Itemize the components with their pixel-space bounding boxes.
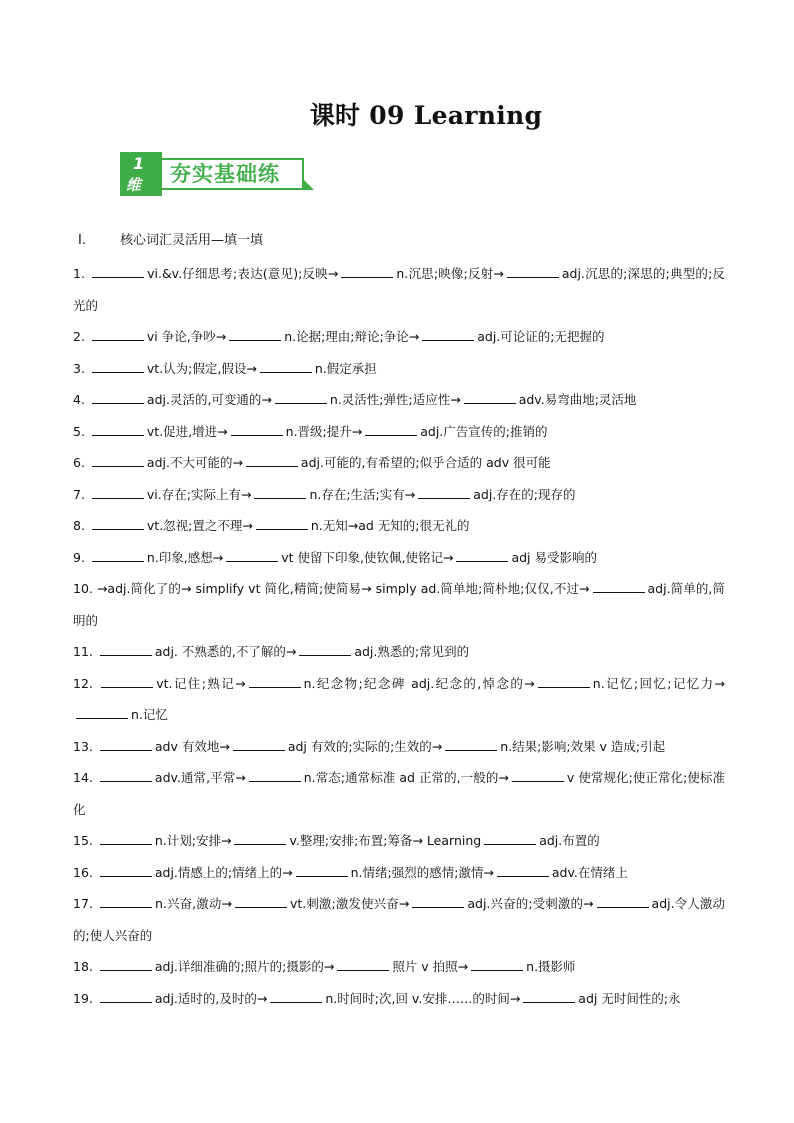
badge-unit: 维 xyxy=(126,176,142,194)
section-badge xyxy=(120,152,316,196)
section-heading xyxy=(78,229,263,248)
answer-blank[interactable] xyxy=(226,548,278,562)
answer-blank[interactable] xyxy=(418,485,470,499)
answer-blank[interactable] xyxy=(100,768,152,782)
exercise-item-11: 11. adj. 不熟悉的,不了解的→ adj.熟悉的;常见到的 xyxy=(73,644,470,659)
exercise-item-2: 2. vi 争论,争吵→ n.论据;理由;辩论;争论→ adj.可论证的;无把握的 xyxy=(73,329,605,344)
answer-blank[interactable] xyxy=(100,737,152,751)
badge-number-block xyxy=(120,152,162,196)
exercise-list xyxy=(73,258,725,1014)
answer-blank[interactable] xyxy=(422,327,474,341)
exercise-item-19: 19. adj.适时的,及时的→ n.时间时;次,回 v.安排……的时间→ adj 无时间性的;永 xyxy=(73,990,681,1006)
badge-text: 夯实基础练 xyxy=(162,158,304,190)
answer-blank[interactable] xyxy=(246,453,298,467)
answer-blank[interactable] xyxy=(235,894,287,908)
exercise-item-18: 18. adj.详细准确的;照片的;摄影的→ 照片 v 拍照→ n.摄影师 xyxy=(73,959,576,974)
exercise-item-8: 8. vt.忽视;置之不理→ n.无知→ad 无知的;很无礼的 xyxy=(73,518,470,533)
answer-blank[interactable] xyxy=(341,264,393,278)
answer-blank[interactable] xyxy=(296,863,348,877)
exercise-item-4: 4. adj.灵活的,可变通的→ n.灵活性;弹性;适应性→ adv.易弯曲地;灵活地 xyxy=(73,392,637,407)
answer-blank[interactable] xyxy=(538,674,590,688)
answer-blank[interactable] xyxy=(249,768,301,782)
answer-blank[interactable] xyxy=(100,894,152,908)
badge-corner-decoration xyxy=(302,178,314,190)
exercise-item-7: 7. vi.存在;实际上有→ n.存在;生活;实有→ adj.存在的;现存的 xyxy=(73,486,576,502)
answer-blank[interactable] xyxy=(523,989,575,1003)
answer-blank[interactable] xyxy=(412,894,464,908)
answer-blank[interactable] xyxy=(92,327,144,341)
answer-blank[interactable] xyxy=(497,863,549,877)
answer-blank[interactable] xyxy=(92,548,144,562)
answer-blank[interactable] xyxy=(337,957,389,971)
section-label: 核心词汇灵活用—填一填 xyxy=(120,233,264,248)
answer-blank[interactable] xyxy=(256,516,308,530)
exercise-item-6: 6. adj.不大可能的→ adj.可能的,有希望的;似乎合适的 adv 很可能 xyxy=(73,455,551,470)
answer-blank[interactable] xyxy=(100,989,152,1003)
exercise-item-15: 15. n.计划;安排→ v.整理;安排;布置;筹备→ Learning adj.布置的 xyxy=(73,833,600,848)
answer-blank[interactable] xyxy=(260,359,312,373)
answer-blank[interactable] xyxy=(229,327,281,341)
exercise-item-12: 12. vt.记住;熟记→ n.纪念物;纪念碑 adj.纪念的,悼念的→ n.记忆;回忆;记忆力→n.记忆 xyxy=(73,675,725,722)
answer-blank[interactable] xyxy=(100,831,152,845)
answer-blank[interactable] xyxy=(234,831,286,845)
exercise-item-14: 14. adv.通常,平常→ n.常态;通常标准 ad 正常的,一般的→ v 使常规化;使正常化;使标准化 xyxy=(73,770,725,817)
answer-blank[interactable] xyxy=(270,989,322,1003)
exercise-item-10: 10. →adj.简化了的→ simplify vt 简化,精简;使简易→ simply ad.简单地;简朴地;仅仅,不过→ adj.简单的,简明的 xyxy=(73,581,725,628)
answer-blank[interactable] xyxy=(597,894,649,908)
answer-blank[interactable] xyxy=(484,831,536,845)
exercise-item-5: 5. vt.促进,增进→ n.晋级;提升→ adj.广告宣传的;推销的 xyxy=(73,423,548,439)
answer-blank[interactable] xyxy=(365,422,417,436)
exercise-item-9: 9. n.印象,感想→ vt 使留下印象,使钦佩,使铭记→ adj 易受影响的 xyxy=(73,549,597,565)
answer-blank[interactable] xyxy=(100,957,152,971)
answer-blank[interactable] xyxy=(464,390,516,404)
exercise-item-17: 17. n.兴奋,激动→ vt.刺激;激发使兴奋→ adj.兴奋的;受刺激的→ adj.令人激动的;使人兴奋的 xyxy=(73,896,725,943)
answer-blank[interactable] xyxy=(100,863,152,877)
section-roman-numeral: I. xyxy=(78,233,86,248)
answer-blank[interactable] xyxy=(100,642,152,656)
badge-number: 1 xyxy=(133,154,145,173)
answer-blank[interactable] xyxy=(92,359,144,373)
answer-blank[interactable] xyxy=(249,674,301,688)
answer-blank[interactable] xyxy=(101,674,153,688)
answer-blank[interactable] xyxy=(275,390,327,404)
answer-blank[interactable] xyxy=(233,737,285,751)
answer-blank[interactable] xyxy=(92,264,144,278)
exercise-item-16: 16. adj.情感上的;情绪上的→ n.情绪;强烈的感情;激情→ adv.在情绪上 xyxy=(73,864,628,880)
answer-blank[interactable] xyxy=(92,516,144,530)
answer-blank[interactable] xyxy=(254,485,306,499)
page-title: 课时 09 Learning xyxy=(309,101,543,130)
answer-blank[interactable] xyxy=(593,579,645,593)
answer-blank[interactable] xyxy=(92,485,144,499)
exercise-item-1: 1. vi.&v.仔细思考;表达(意见);反映→ n.沉思;映像;反射→ adj.沉思的;深思的;典型的;反光的 xyxy=(73,266,725,313)
answer-blank[interactable] xyxy=(299,642,351,656)
answer-blank[interactable] xyxy=(471,957,523,971)
answer-blank[interactable] xyxy=(92,422,144,436)
answer-blank[interactable] xyxy=(456,548,508,562)
answer-blank[interactable] xyxy=(76,705,128,719)
answer-blank[interactable] xyxy=(92,453,144,467)
answer-blank[interactable] xyxy=(512,768,564,782)
answer-blank[interactable] xyxy=(231,422,283,436)
exercise-item-3: 3. vt.认为;假定,假设→ n.假定承担 xyxy=(73,360,377,376)
answer-blank[interactable] xyxy=(92,390,144,404)
answer-blank[interactable] xyxy=(507,264,559,278)
answer-blank[interactable] xyxy=(445,737,497,751)
exercise-item-13: 13. adv 有效地→ adj 有效的;实际的;生效的→ n.结果;影响;效果 v 造成;引起 xyxy=(73,738,666,754)
